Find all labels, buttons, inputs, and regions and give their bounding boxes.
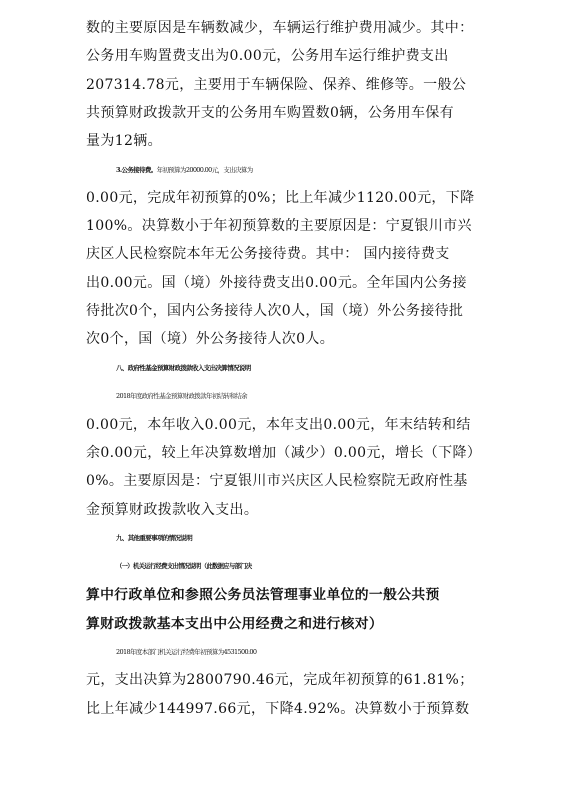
paragraph-line: 元，支出决算为2800790.46元，完成年初预算的61.81%； — [86, 672, 474, 688]
reception-fee-line — [116, 160, 516, 180]
paragraph-line: 100%。决算数小于年初预算数的主要原因是：宁夏银川市兴 — [86, 218, 472, 234]
paragraph-line: 量为12辆。 — [86, 133, 162, 149]
subsection-heading: （一）机关运行经费支出情况说明（此数据应与部门决 — [116, 563, 252, 570]
paragraph-line: 207314.78元，主要用于车辆保险、保养、维修等。一般公 — [86, 77, 467, 93]
paragraph-line: 2018年度政府性基金预算财政拨款年初结转和结余 — [116, 392, 247, 400]
paragraph-line: 出0.00元。国（境）外接待费支出0.00元。全年国内公务接 — [86, 275, 467, 291]
reception-fee-heading: 3.公务接待费。 — [116, 166, 157, 174]
paragraph-line: 待批次0个，国内公务接待人次0人，国（境）外公务接待批 — [86, 303, 464, 319]
paragraph-line: 金预算财政拨款收入支出。 — [86, 502, 259, 518]
paragraph-line: 0.00元，完成年初预算的0%；比上年减少1120.00元，下降 — [86, 190, 475, 206]
section-heading-nine: 九、其他重要事项的情况说明 — [116, 534, 193, 542]
subsection-heading: 算中行政单位和参照公务员法管理事业单位的一般公共预 — [86, 587, 440, 603]
section-heading-eight: 八、政府性基金预算财政拨款收入支出决算情况说明 — [116, 364, 251, 372]
paragraph-line: 公务用车购置费支出为0.00元，公务用车运行维护费支出 — [86, 48, 449, 64]
paragraph-line: 比上年减少144997.66元，下降4.92%。决算数小于预算数 — [86, 701, 470, 717]
paragraph-line: 0.00元，本年收入0.00元，本年支出0.00元，年末结转和结 — [86, 417, 471, 433]
paragraph-line: 数的主要原因是车辆数减少，车辆运行维护费用减少。其中： — [86, 20, 474, 36]
paragraph-line: 庆区人民检察院本年无公务接待费。其中： 国内接待费支 — [86, 246, 450, 262]
reception-fee-text: 年初预算为20000.00元，支出决算为 — [156, 166, 253, 174]
paragraph-line: 0%。主要原因是：宁夏银川市兴庆区人民检察院无政府性基 — [86, 473, 468, 489]
paragraph-line: 2018年度本部门机关运行经费年初预算为4531500.00 — [116, 648, 257, 656]
subsection-heading: 算财政拨款基本支出中公用经费之和进行核对） — [86, 616, 384, 632]
paragraph-line: 次0个，国（境）外公务接待人次0人。 — [86, 331, 335, 347]
paragraph-line: 余0.00元，较上年决算数增加（减少）0.00元，增长（下降） — [86, 445, 482, 461]
paragraph-line: 共预算财政拨款开支的公务用车购置数0辆，公务用车保有 — [86, 105, 455, 121]
